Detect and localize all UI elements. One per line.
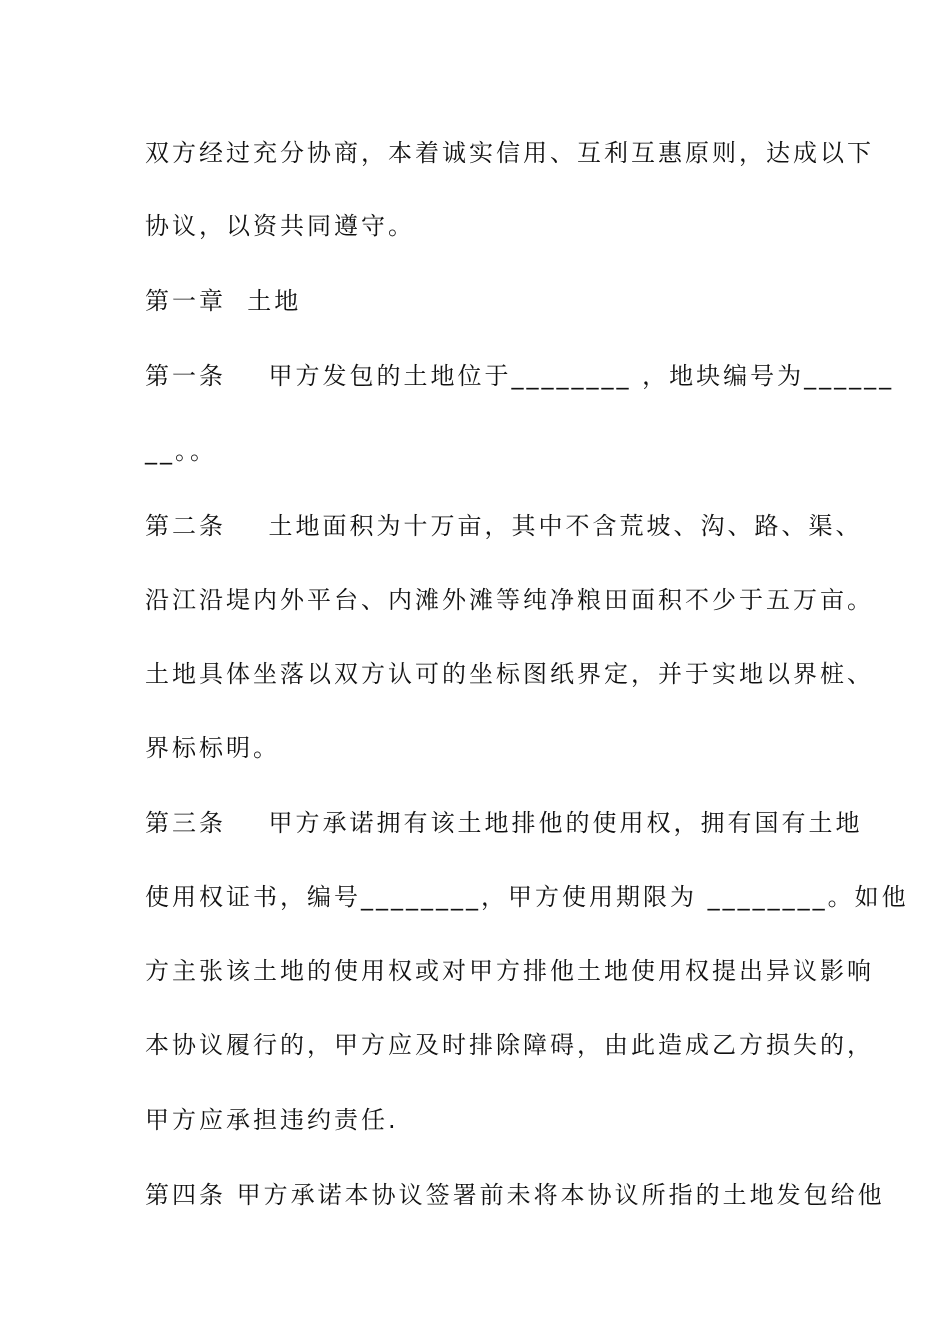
article-line: 第三条 甲方承诺拥有该土地排他的使用权，拥有国有土地 bbox=[145, 809, 863, 837]
chapter-heading: 第一章 土地 bbox=[145, 287, 302, 315]
article-line: 第四条 甲方承诺本协议签署前未将本协议所指的土地发包给他 bbox=[145, 1181, 885, 1209]
text-line: 协议，以资共同遵守。 bbox=[145, 212, 415, 240]
text-line: 方主张该土地的使用权或对甲方排他土地使用权提出异议影响 bbox=[145, 957, 874, 985]
text-line: 使用权证书，编号________，甲方使用期限为 ________。如他 bbox=[145, 883, 909, 911]
text-line: 土地具体坐落以双方认可的坐标图纸界定，并于实地以界桩、 bbox=[145, 660, 874, 688]
text-line: 甲方应承担违约责任. bbox=[145, 1106, 399, 1134]
text-line: 本协议履行的，甲方应及时排除障碍，由此造成乙方损失的， bbox=[145, 1031, 874, 1059]
text-line: __。。 bbox=[145, 437, 217, 465]
text-line: 双方经过充分协商，本着诚实信用、互利互惠原则，达成以下 bbox=[145, 139, 874, 167]
text-line: 沿江沿堤内外平台、内滩外滩等纯净粮田面积不少于五万亩。 bbox=[145, 586, 874, 614]
article-line: 第二条 土地面积为十万亩，其中不含荒坡、沟、路、渠、 bbox=[145, 512, 863, 540]
text-line: 界标标明。 bbox=[145, 734, 280, 762]
article-line: 第一条 甲方发包的土地位于________ ，地块编号为______ bbox=[145, 362, 895, 390]
